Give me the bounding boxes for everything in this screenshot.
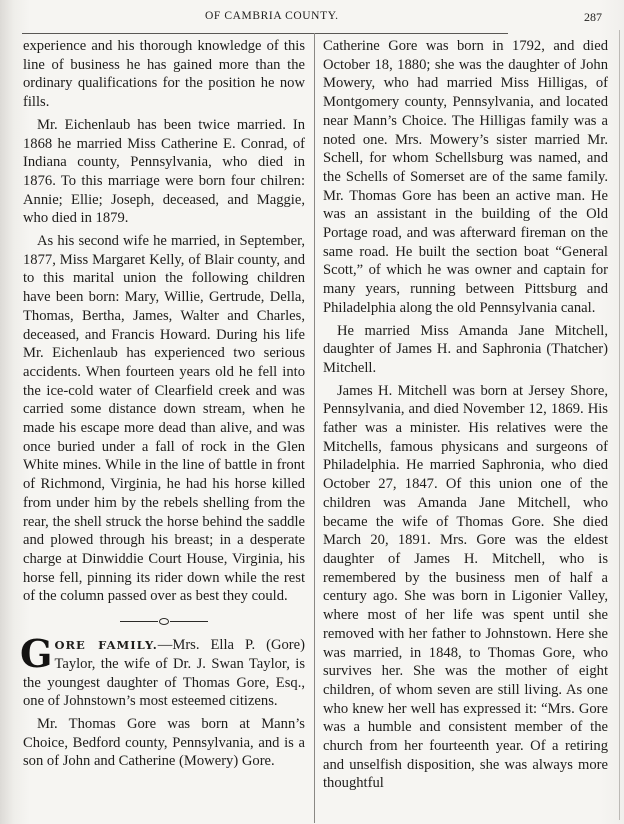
paragraph: As his second wife he married, in September, 1877, Miss Margaret Kelly, of Blair county, and to this marital union the following children have been born: Mary, Willie, Gertrude, Della, Thomas, Bertha, James, Walter and Charles, deceased, and Francis Howard. During his life Mr. Eichenlaub has experienced two serious accidents. When fourteen years old he fell into the ice-cold water of Clearfield creek and was carried some distance down stream, when he made his escape more dead than alive, and was once buried under a fall of rock in the Glen White mines. While in the line of battle in front of Richmond, Virginia, he had his horse killed from under him by the rebels shelling from the rear, the shell struck the horse behind the saddle and plowed through his breast; in a desperate charge at Dinwiddie Court House, Virginia, his horse fell, pinning its rider down while the rest of the column passed over as best they could. [23,233,305,605]
section-intro [20,631,306,711]
left-column [20,37,306,775]
section-divider-ornament [23,612,305,630]
paragraph: Mr. Thomas Gore was born at Mann’s Choice, Bedford county, Pennsylvania, and is a son of John and Catherine (Mowery) Gore. [23,715,305,770]
paragraph: Catherine Gore was born in 1792, and died October 18, 1880; she was the daughter of John Mowery, who had married Miss Hilligas, of Montgomery county, Pennsylvania, and located near Mann’s Choice. The Hilligas family was a noted one. Mrs. Mowery’s sister married Mr. Schell, for whom Schellsburg was named, and the Schells of Somerset are of the same family. Mr. Thomas Gore has been an active man. He was an assistant in the building of the Old Portage road, and was afterward fireman on the same road. He built the section boat “General Scott,” of which he was owner and captain for many years, running between Pittsburg and Philadelphia along the old Pennsylvania canal. [323,38,608,316]
running-title: OF CAMBRIA COUNTY. [205,10,339,22]
paragraph: He married Miss Amanda Jane Mitchell, daughter of James H. and Saphronia (Thatcher) Mitchell. [323,322,608,376]
paragraph: experience and his thorough knowledge of this line of business he has gained more than the ordinary qualifications for the position he now fills. [23,38,305,111]
paragraph: Mr. Eichenlaub has been twice married. In 1868 he married Miss Catherine E. Conrad, of Indiana county, Pennsylvania, who died in 1876. To this marriage were born four chilren: Annie; Ellie; Joseph, deceased, and Maggie, who died in 1879. [23,116,305,227]
paragraph: James H. Mitchell was born at Jersey Shore, Pennsylvania, and died November 12, 1869. His father was a minister. His relatives were the Mitchells, famous physicans and surgeons of Philadelphia. He married Saphronia, who died October 27, 1847. Of this union one of the children was Amanda Jane Mitchell, who became the wife of Thomas Gore. She died March 20, 1891. Mrs. Gore was the eldest daughter of James H. Mitchell, who is remembered by the business men of half a century ago. She was born in Ligonier Valley, where most of her life was spent until she removed with her father to Johnstown. Here she was married, in 1848, to Thomas Gore, who survives her. She was the mother of eight children, of whom seven are still living. As one who knew her well has expressed it: “Mrs. Gore was a humble and consistent member of the church from her fourteenth year. Of a retiring and unselfish disposition, she was always more thoughtful [323,382,608,792]
section-heading: ORE FAMILY. [54,638,158,653]
ornament-knot-icon [159,618,169,625]
section-intro-text: —Mrs. Ella P. (Gore) Taylor, the wife of Dr. J. Swan Taylor, is the youngest daughter of Thomas Gore, Esq., one of Johnstown’s most esteemed citizens. [23,637,306,710]
drop-cap: G [20,631,53,677]
page-edge [619,30,620,820]
column-divider [314,33,315,823]
header-rule [22,33,508,34]
page-number: 287 [584,10,602,24]
right-column [323,37,608,797]
running-head [0,8,624,28]
